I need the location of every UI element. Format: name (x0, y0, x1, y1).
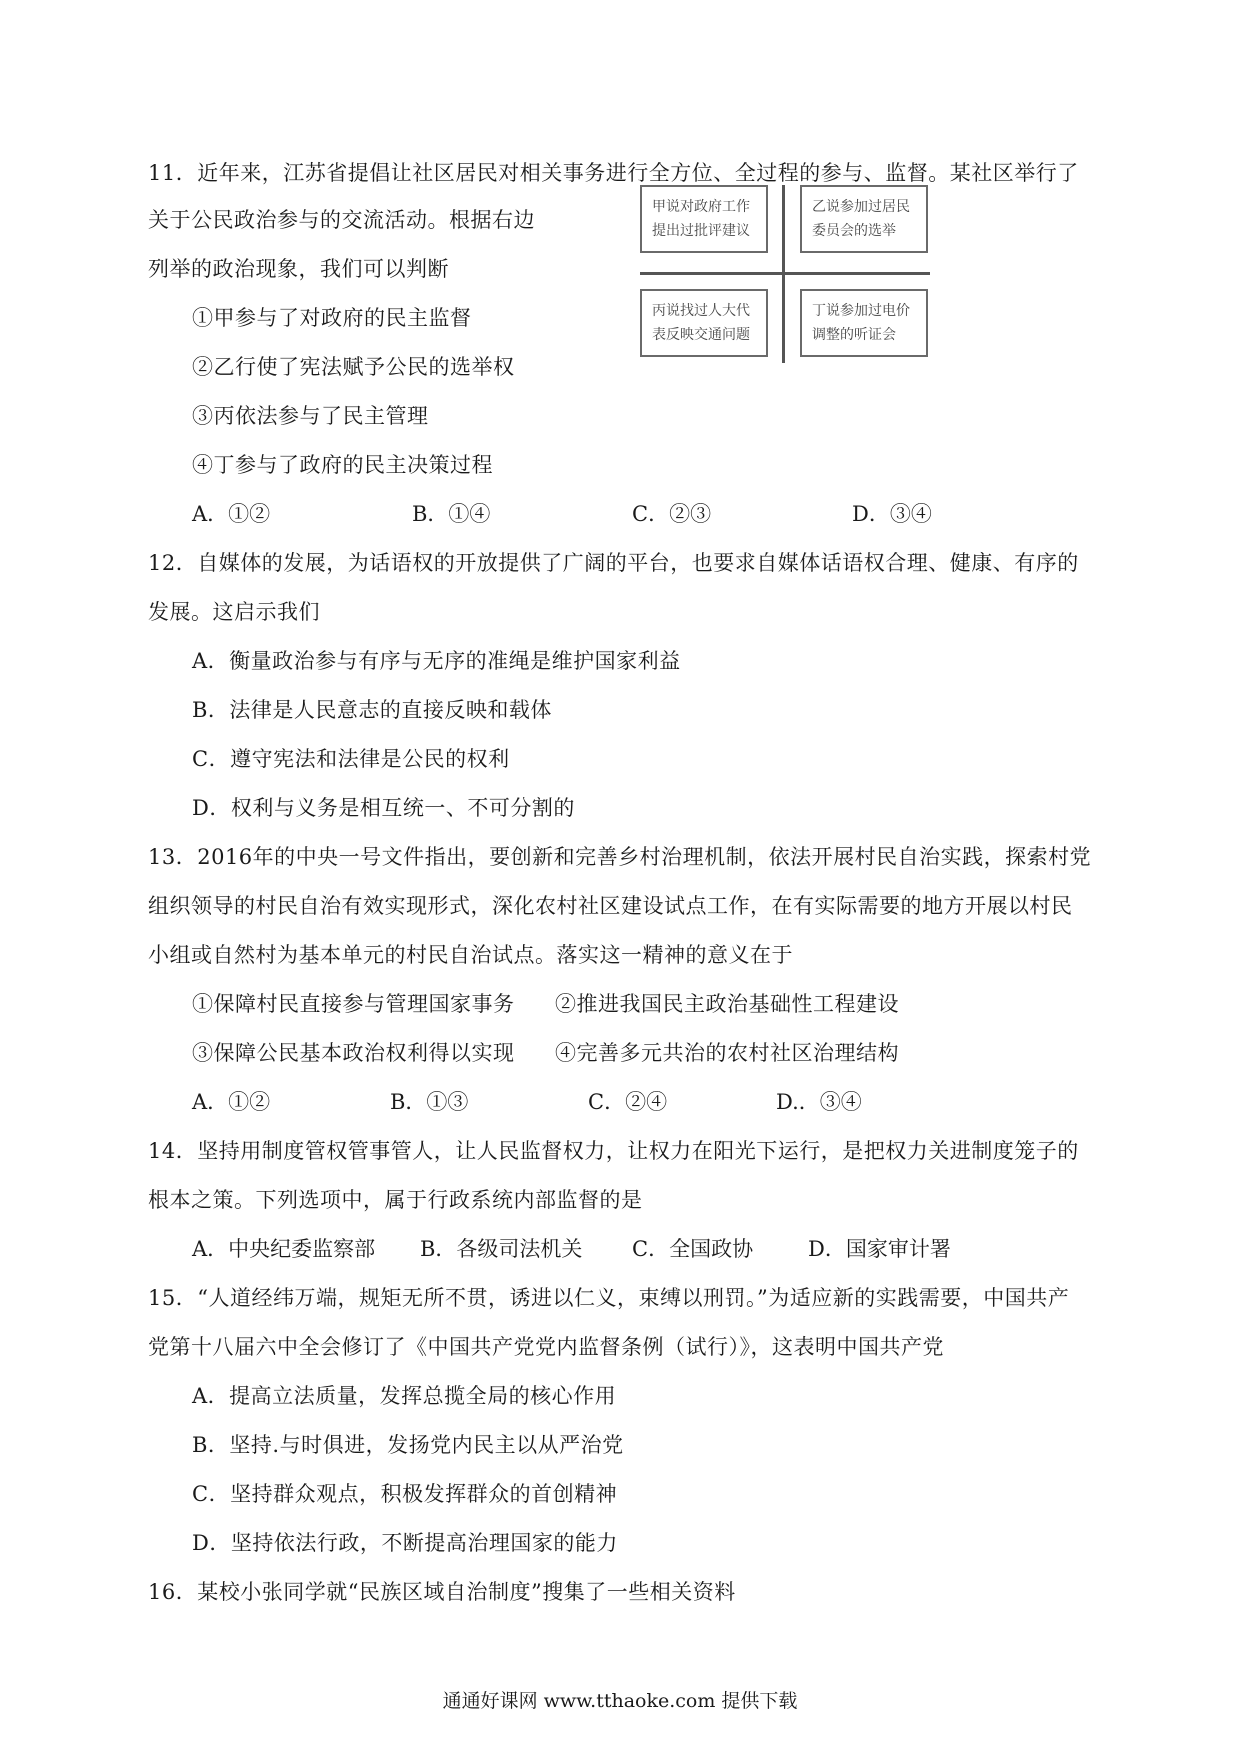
q12-option-c: C．遵守宪法和法律是公民的权利 (192, 747, 510, 771)
q11-stem-line-3: 列举的政治现象，我们可以判断 (148, 257, 449, 281)
q13-option-b: B．①③ (390, 1090, 469, 1114)
q11-option-c: C．②③ (632, 502, 712, 526)
q13-statement-3: ③保障公民基本政治权利得以实现 (192, 1041, 515, 1065)
q11-stem-line-1: 11．近年来，江苏省提倡让社区居民对相关事务进行全方位、全过程的参与、监督。某社区举行了 (148, 161, 1079, 185)
q16-stem-line-1: 16．某校小张同学就“民族区域自治制度”搜集了一些相关资料 (148, 1580, 736, 1604)
q13-statement-1: ①保障村民直接参与管理国家事务 (192, 992, 515, 1016)
q14-option-d: D．国家审计署 (808, 1237, 951, 1261)
figure-box-yi-line-2: 委员会的选举 (812, 223, 896, 239)
q12-stem-line-2: 发展。这启示我们 (148, 600, 320, 624)
q12-stem-line-1: 12．自媒体的发展，为话语权的开放提供了广阔的平台，也要求自媒体话语权合理、健康、有序的 (148, 551, 1079, 575)
q15-stem-line-1: 15．“人道经纬万端，规矩无所不贯，诱进以仁义，束缚以刑罚。”为适应新的实践需要，中国共产 (148, 1286, 1070, 1310)
figure-box-bing-line-1: 丙说找过人大代 (652, 303, 750, 319)
q14-option-c: C．全国政协 (632, 1237, 754, 1261)
q13-stem-line-1: 13．2016年的中央一号文件指出，要创新和完善乡村治理机制，依法开展村民自治实践，探索村党 (148, 845, 1092, 869)
figure-box-yi (800, 185, 928, 253)
q13-option-d: D.．③④ (776, 1090, 862, 1114)
figure-box-bing-line-2: 表反映交通问题 (652, 327, 750, 343)
q13-stem-line-2: 组织领导的村民自治有效实现形式，深化农村社区建设试点工作，在有实际需要的地方开展以村民 (148, 894, 1073, 918)
figure-horizontal-divider (640, 272, 930, 275)
q11-option-b: B．①④ (412, 502, 491, 526)
figure-box-bing (640, 289, 768, 357)
q13-statement-4: ④完善多元共治的农村社区治理结构 (555, 1041, 899, 1065)
q14-option-a: A．中央纪委监察部 (192, 1237, 376, 1261)
q14-stem-line-1: 14．坚持用制度管权管事管人，让人民监督权力，让权力在阳光下运行，是把权力关进制度笼子的 (148, 1139, 1079, 1163)
q13-stem-line-3: 小组或自然村为基本单元的村民自治试点。落实这一精神的意义在于 (148, 943, 793, 967)
figure-vertical-divider (782, 185, 785, 363)
q12-option-d: D．权利与义务是相互统一、不可分割的 (192, 796, 575, 820)
q13-option-a: A．①② (192, 1090, 271, 1114)
q11-statement-3: ③丙依法参与了民主管理 (192, 404, 429, 428)
figure-box-ding-line-1: 丁说参加过电价 (812, 303, 910, 319)
q11-option-a: A．①② (192, 502, 271, 526)
q11-option-d: D．③④ (852, 502, 932, 526)
q13-statement-2: ②推进我国民主政治基础性工程建设 (555, 992, 899, 1016)
q11-figure (640, 185, 930, 363)
q11-statement-4: ④丁参与了政府的民主决策过程 (192, 453, 493, 477)
q15-stem-line-2: 党第十八届六中全会修订了《中国共产党党内监督条例（试行）》，这表明中国共产党 (148, 1335, 944, 1359)
figure-box-jia (640, 185, 768, 253)
q14-option-b: B．各级司法机关 (420, 1237, 583, 1261)
q14-stem-line-2: 根本之策。下列选项中，属于行政系统内部监督的是 (148, 1188, 643, 1212)
page-footer: 通通好课网 www.tthaoke.com 提供下载 (442, 1690, 798, 1712)
q13-option-c: C．②④ (588, 1090, 668, 1114)
q11-statement-1: ①甲参与了对政府的民主监督 (192, 306, 472, 330)
q12-option-b: B．法律是人民意志的直接反映和载体 (192, 698, 552, 722)
q15-option-b: B．坚持.与时俱进，发扬党内民主以从严治党 (192, 1433, 624, 1457)
q15-option-d: D．坚持依法行政，不断提高治理国家的能力 (192, 1531, 618, 1555)
figure-box-jia-line-2: 提出过批评建议 (652, 223, 750, 239)
figure-box-ding-line-2: 调整的听证会 (812, 327, 896, 343)
figure-box-jia-line-1: 甲说对政府工作 (652, 199, 750, 215)
q11-stem-line-2: 关于公民政治参与的交流活动。根据右边 (148, 208, 535, 232)
q11-statement-2: ②乙行使了宪法赋予公民的选举权 (192, 355, 515, 379)
q15-option-c: C．坚持群众观点，积极发挥群众的首创精神 (192, 1482, 618, 1506)
q12-option-a: A．衡量政治参与有序与无序的准绳是维护国家利益 (192, 649, 681, 673)
q15-option-a: A．提高立法质量，发挥总揽全局的核心作用 (192, 1384, 617, 1408)
figure-box-ding (800, 289, 928, 357)
figure-box-yi-line-1: 乙说参加过居民 (812, 199, 910, 215)
